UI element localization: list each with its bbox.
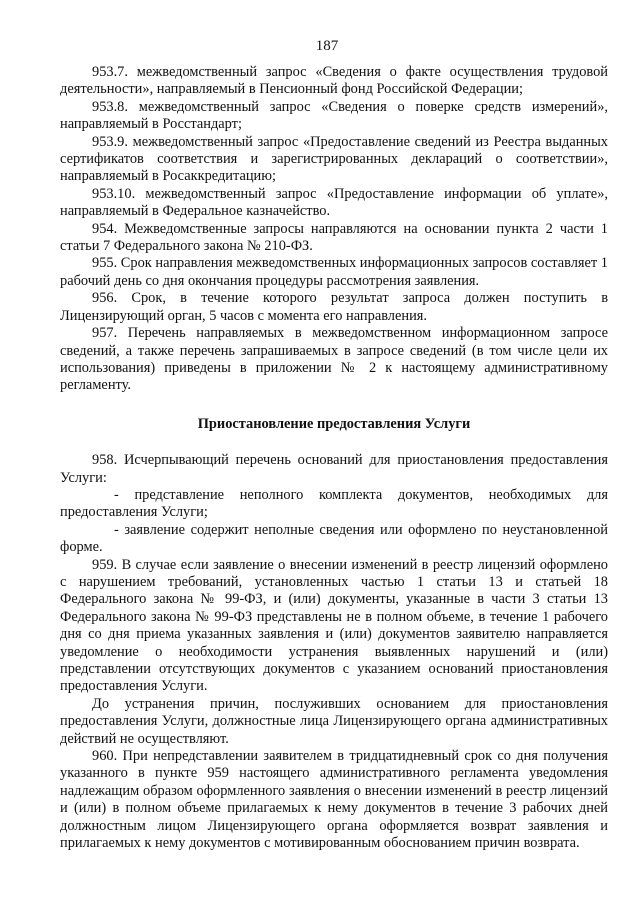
paragraph-956: 956. Срок, в течение которого результат запроса должен поступить в Лицензирующий орган, 5 часов с момента его направления. [60, 290, 608, 324]
page-number: 187 [315, 38, 339, 54]
paragraph-958: 958. Исчерпывающий перечень оснований для приостановления предоставления Услуги: [60, 452, 608, 486]
paragraph-955: 955. Срок направления межведомственных информационных запросов составляет 1 рабочий день со дня окончания процедуры рассмотрения заявления. [60, 255, 608, 289]
paragraph-953-10: 953.10. межведомственный запрос «Предоставление информации об уплате», направляемый в Федеральное казначейство. [60, 185, 608, 220]
section-heading: Приостановление предоставления Услуги [197, 415, 471, 432]
paragraph-957: 957. Перечень направляемых в межведомственном информационном запросе сведений, а также перечень запрашиваемых в запросе сведений (в том числе цели их использования) приведены в приложении № 2 к настоящему административному регламенту. [60, 325, 608, 394]
paragraph-959: 959. В случае если заявление о внесении изменений в реестр лицензий оформлено с нарушением требований, установленных частью 1 статьи 13 и статьей 18 Федерального закона № 99-ФЗ, и (или) документы, указанные в части 3 статьи 13 Федерального закона № 99-ФЗ представлены не в полном объеме, в течение 1 рабочего дня со дня приема указанных заявления и (или) документов заявителю направляется уведомление о необходимости устранения выявленных нарушений и (или) представлении отсутствующих документов с указанием оснований приостановления предоставления Услуги. [60, 556, 608, 695]
list-item-incomplete-application: - заявление содержит неполные сведения или оформлено по неустановленной форме. [60, 521, 608, 556]
paragraph-953-9: 953.9. межведомственный запрос «Предоставление сведений из Реестра выданных сертификатов соответствия и зарегистрированных деклараций о соответствии», направляемый в Росаккредитацию; [60, 133, 608, 185]
paragraph-960: 960. При непредставлении заявителем в тридцатидневный срок со дня получения указанного в пункте 959 настоящего административного регламента уведомления надлежащим образом оформленного заявления о внесении изменений в реестр лицензий и (или) в полном объеме прилагаемых к нему документов в течение 3 рабочих дней должностным лицом Лицензирующего органа оформляется возврат заявления и прилагаемых к нему документов с мотивированным обоснованием причин возврата. [60, 748, 608, 852]
document-body [60, 64, 608, 852]
paragraph-953-7: 953.7. межведомственный запрос «Сведения о факте осуществления трудовой деятельности», направляемый в Пенсионный фонд Российской Федерации; [60, 64, 608, 98]
list-item-incomplete-documents: - представление неполного комплекта документов, необходимых для предоставления Услуги; [60, 486, 608, 521]
paragraph-959-continued: До устранения причин, послуживших основанием для приостановления предоставления Услуги, должностные лица Лицензирующего органа административных действий не осуществляют. [60, 695, 608, 747]
paragraph-953-8: 953.8. межведомственный запрос «Сведения о поверке средств измерений», направляемый в Росстандарт; [60, 98, 608, 133]
paragraph-954: 954. Межведомственные запросы направляются на основании пункта 2 части 1 статьи 7 Федерального закона № 210-ФЗ. [60, 220, 608, 255]
